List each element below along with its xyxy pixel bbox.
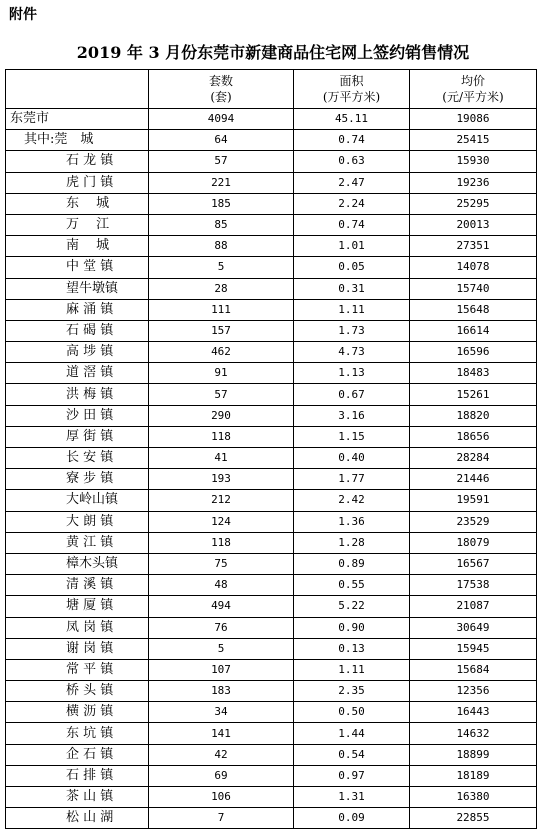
area-value: 1.01 (294, 236, 410, 257)
sets-value: 462 (149, 342, 294, 363)
price-value: 25415 (410, 130, 537, 151)
price-value: 15945 (410, 638, 537, 659)
area-value: 0.50 (294, 702, 410, 723)
table-row (6, 236, 537, 257)
area-value: 0.74 (294, 130, 410, 151)
price-value: 16380 (410, 787, 537, 808)
sets-value: 57 (149, 151, 294, 172)
table-row (6, 511, 537, 532)
area-value: 0.05 (294, 257, 410, 278)
area-value: 2.24 (294, 193, 410, 214)
area-value: 1.15 (294, 426, 410, 447)
sets-value: 91 (149, 363, 294, 384)
header-price-unit: (元/平方米) (442, 90, 504, 104)
region-name: 洪 梅 镇 (6, 384, 149, 405)
area-value: 0.97 (294, 765, 410, 786)
sets-value: 107 (149, 659, 294, 680)
table-row (6, 320, 537, 341)
price-value: 16567 (410, 553, 537, 574)
sets-value: 193 (149, 469, 294, 490)
area-value: 3.16 (294, 405, 410, 426)
table-row (6, 278, 537, 299)
price-value: 23529 (410, 511, 537, 532)
price-value: 30649 (410, 617, 537, 638)
region-name: 企 石 镇 (6, 744, 149, 765)
sets-value: 221 (149, 172, 294, 193)
header-area (294, 70, 410, 109)
table-row (6, 659, 537, 680)
sets-value: 42 (149, 744, 294, 765)
table-row (6, 596, 537, 617)
table-row (6, 469, 537, 490)
sets-value: 64 (149, 130, 294, 151)
price-value: 17538 (410, 575, 537, 596)
price-value: 21446 (410, 469, 537, 490)
region-name: 中 堂 镇 (6, 257, 149, 278)
region-name: 大 朗 镇 (6, 511, 149, 532)
table-row (6, 214, 537, 235)
price-value: 16596 (410, 342, 537, 363)
price-value: 18656 (410, 426, 537, 447)
sets-value: 75 (149, 553, 294, 574)
table-row (6, 617, 537, 638)
sets-value: 111 (149, 299, 294, 320)
sets-value: 185 (149, 193, 294, 214)
sets-value: 48 (149, 575, 294, 596)
price-value: 16443 (410, 702, 537, 723)
table-row (6, 109, 537, 130)
table-row (6, 172, 537, 193)
price-value: 12356 (410, 681, 537, 702)
table-row (6, 257, 537, 278)
region-name: 南 城 (6, 236, 149, 257)
sets-value: 118 (149, 426, 294, 447)
area-value: 0.67 (294, 384, 410, 405)
region-name: 万 江 (6, 214, 149, 235)
region-name: 东莞市 (6, 109, 149, 130)
area-value: 1.11 (294, 659, 410, 680)
area-value: 0.54 (294, 744, 410, 765)
price-value: 18820 (410, 405, 537, 426)
region-name: 东 城 (6, 193, 149, 214)
region-name: 常 平 镇 (6, 659, 149, 680)
table-row (6, 553, 537, 574)
table-row (6, 575, 537, 596)
table-row (6, 193, 537, 214)
sets-value: 118 (149, 532, 294, 553)
area-value: 1.11 (294, 299, 410, 320)
sales-table (5, 69, 537, 829)
price-value: 19236 (410, 172, 537, 193)
table-row (6, 130, 537, 151)
area-value: 0.13 (294, 638, 410, 659)
sets-value: 76 (149, 617, 294, 638)
area-value: 0.90 (294, 617, 410, 638)
area-value: 0.31 (294, 278, 410, 299)
table-row (6, 426, 537, 447)
price-value: 18899 (410, 744, 537, 765)
price-value: 19086 (410, 109, 537, 130)
table-row (6, 702, 537, 723)
table-header-row (6, 70, 537, 109)
header-region (6, 70, 149, 109)
document-title: 2019 年 3 月份东莞市新建商品住宅网上签约销售情况 (76, 43, 470, 62)
header-price-title: 均价 (460, 74, 485, 88)
sets-value: 85 (149, 214, 294, 235)
region-name: 寮 步 镇 (6, 469, 149, 490)
region-name: 沙 田 镇 (6, 405, 149, 426)
price-value: 15261 (410, 384, 537, 405)
table-row (6, 638, 537, 659)
region-name: 谢 岗 镇 (6, 638, 149, 659)
area-value: 1.28 (294, 532, 410, 553)
sets-value: 57 (149, 384, 294, 405)
table-row (6, 723, 537, 744)
region-name: 道 滘 镇 (6, 363, 149, 384)
price-value: 18483 (410, 363, 537, 384)
area-value: 0.74 (294, 214, 410, 235)
region-name: 长 安 镇 (6, 448, 149, 469)
region-name: 东 坑 镇 (6, 723, 149, 744)
sets-value: 34 (149, 702, 294, 723)
region-name: 黄 江 镇 (6, 532, 149, 553)
sets-value: 290 (149, 405, 294, 426)
region-name: 横 沥 镇 (6, 702, 149, 723)
area-value: 0.89 (294, 553, 410, 574)
region-name: 其中:莞 城 (6, 130, 149, 151)
area-value: 1.31 (294, 787, 410, 808)
area-value: 1.73 (294, 320, 410, 341)
price-value: 21087 (410, 596, 537, 617)
sets-value: 106 (149, 787, 294, 808)
table-row (6, 363, 537, 384)
sets-value: 494 (149, 596, 294, 617)
table-row (6, 765, 537, 786)
table-row (6, 744, 537, 765)
table-row (6, 808, 537, 829)
region-name: 高 埗 镇 (6, 342, 149, 363)
sets-value: 88 (149, 236, 294, 257)
region-name: 厚 街 镇 (6, 426, 149, 447)
area-value: 45.11 (294, 109, 410, 130)
region-name: 清 溪 镇 (6, 575, 149, 596)
sets-value: 4094 (149, 109, 294, 130)
sets-value: 41 (149, 448, 294, 469)
area-value: 5.22 (294, 596, 410, 617)
price-value: 15930 (410, 151, 537, 172)
area-value: 4.73 (294, 342, 410, 363)
price-value: 16614 (410, 320, 537, 341)
area-value: 1.13 (294, 363, 410, 384)
header-price (410, 70, 537, 109)
table-row (6, 299, 537, 320)
table-row (6, 490, 537, 511)
table-row (6, 405, 537, 426)
sets-value: 5 (149, 257, 294, 278)
price-value: 18079 (410, 532, 537, 553)
region-name: 松 山 湖 (6, 808, 149, 829)
table-row (6, 384, 537, 405)
region-name: 石 碣 镇 (6, 320, 149, 341)
region-name: 桥 头 镇 (6, 681, 149, 702)
header-area-title: 面积 (339, 74, 364, 88)
area-value: 0.63 (294, 151, 410, 172)
price-value: 20013 (410, 214, 537, 235)
price-value: 28284 (410, 448, 537, 469)
sets-value: 7 (149, 808, 294, 829)
price-value: 27351 (410, 236, 537, 257)
price-value: 15740 (410, 278, 537, 299)
region-name: 麻 涌 镇 (6, 299, 149, 320)
price-value: 19591 (410, 490, 537, 511)
region-name: 凤 岗 镇 (6, 617, 149, 638)
sets-value: 28 (149, 278, 294, 299)
header-sets-title: 套数 (208, 74, 233, 88)
sets-value: 212 (149, 490, 294, 511)
table-row (6, 681, 537, 702)
area-value: 1.36 (294, 511, 410, 532)
sets-value: 5 (149, 638, 294, 659)
area-value: 0.09 (294, 808, 410, 829)
table-row (6, 151, 537, 172)
area-value: 2.47 (294, 172, 410, 193)
area-value: 2.35 (294, 681, 410, 702)
price-value: 18189 (410, 765, 537, 786)
header-sets (149, 70, 294, 109)
area-value: 1.77 (294, 469, 410, 490)
area-value: 1.44 (294, 723, 410, 744)
header-area-unit: (万平方米) (322, 90, 381, 104)
table-row (6, 532, 537, 553)
region-name: 茶 山 镇 (6, 787, 149, 808)
area-value: 2.42 (294, 490, 410, 511)
price-value: 15648 (410, 299, 537, 320)
price-value: 14632 (410, 723, 537, 744)
sets-value: 69 (149, 765, 294, 786)
region-name: 望牛墩镇 (6, 278, 149, 299)
region-name: 樟木头镇 (6, 553, 149, 574)
area-value: 0.40 (294, 448, 410, 469)
region-name: 石 龙 镇 (6, 151, 149, 172)
price-value: 15684 (410, 659, 537, 680)
sets-value: 183 (149, 681, 294, 702)
table-row (6, 342, 537, 363)
region-name: 虎 门 镇 (6, 172, 149, 193)
area-value: 0.55 (294, 575, 410, 596)
region-name: 石 排 镇 (6, 765, 149, 786)
region-name: 大岭山镇 (6, 490, 149, 511)
table-row (6, 448, 537, 469)
header-sets-unit: (套) (210, 90, 232, 104)
price-value: 25295 (410, 193, 537, 214)
table-row (6, 787, 537, 808)
sets-value: 141 (149, 723, 294, 744)
region-name: 塘 厦 镇 (6, 596, 149, 617)
price-value: 22855 (410, 808, 537, 829)
attachment-label: 附件 (9, 7, 37, 23)
price-value: 14078 (410, 257, 537, 278)
table-body (6, 109, 537, 829)
sets-value: 157 (149, 320, 294, 341)
sets-value: 124 (149, 511, 294, 532)
